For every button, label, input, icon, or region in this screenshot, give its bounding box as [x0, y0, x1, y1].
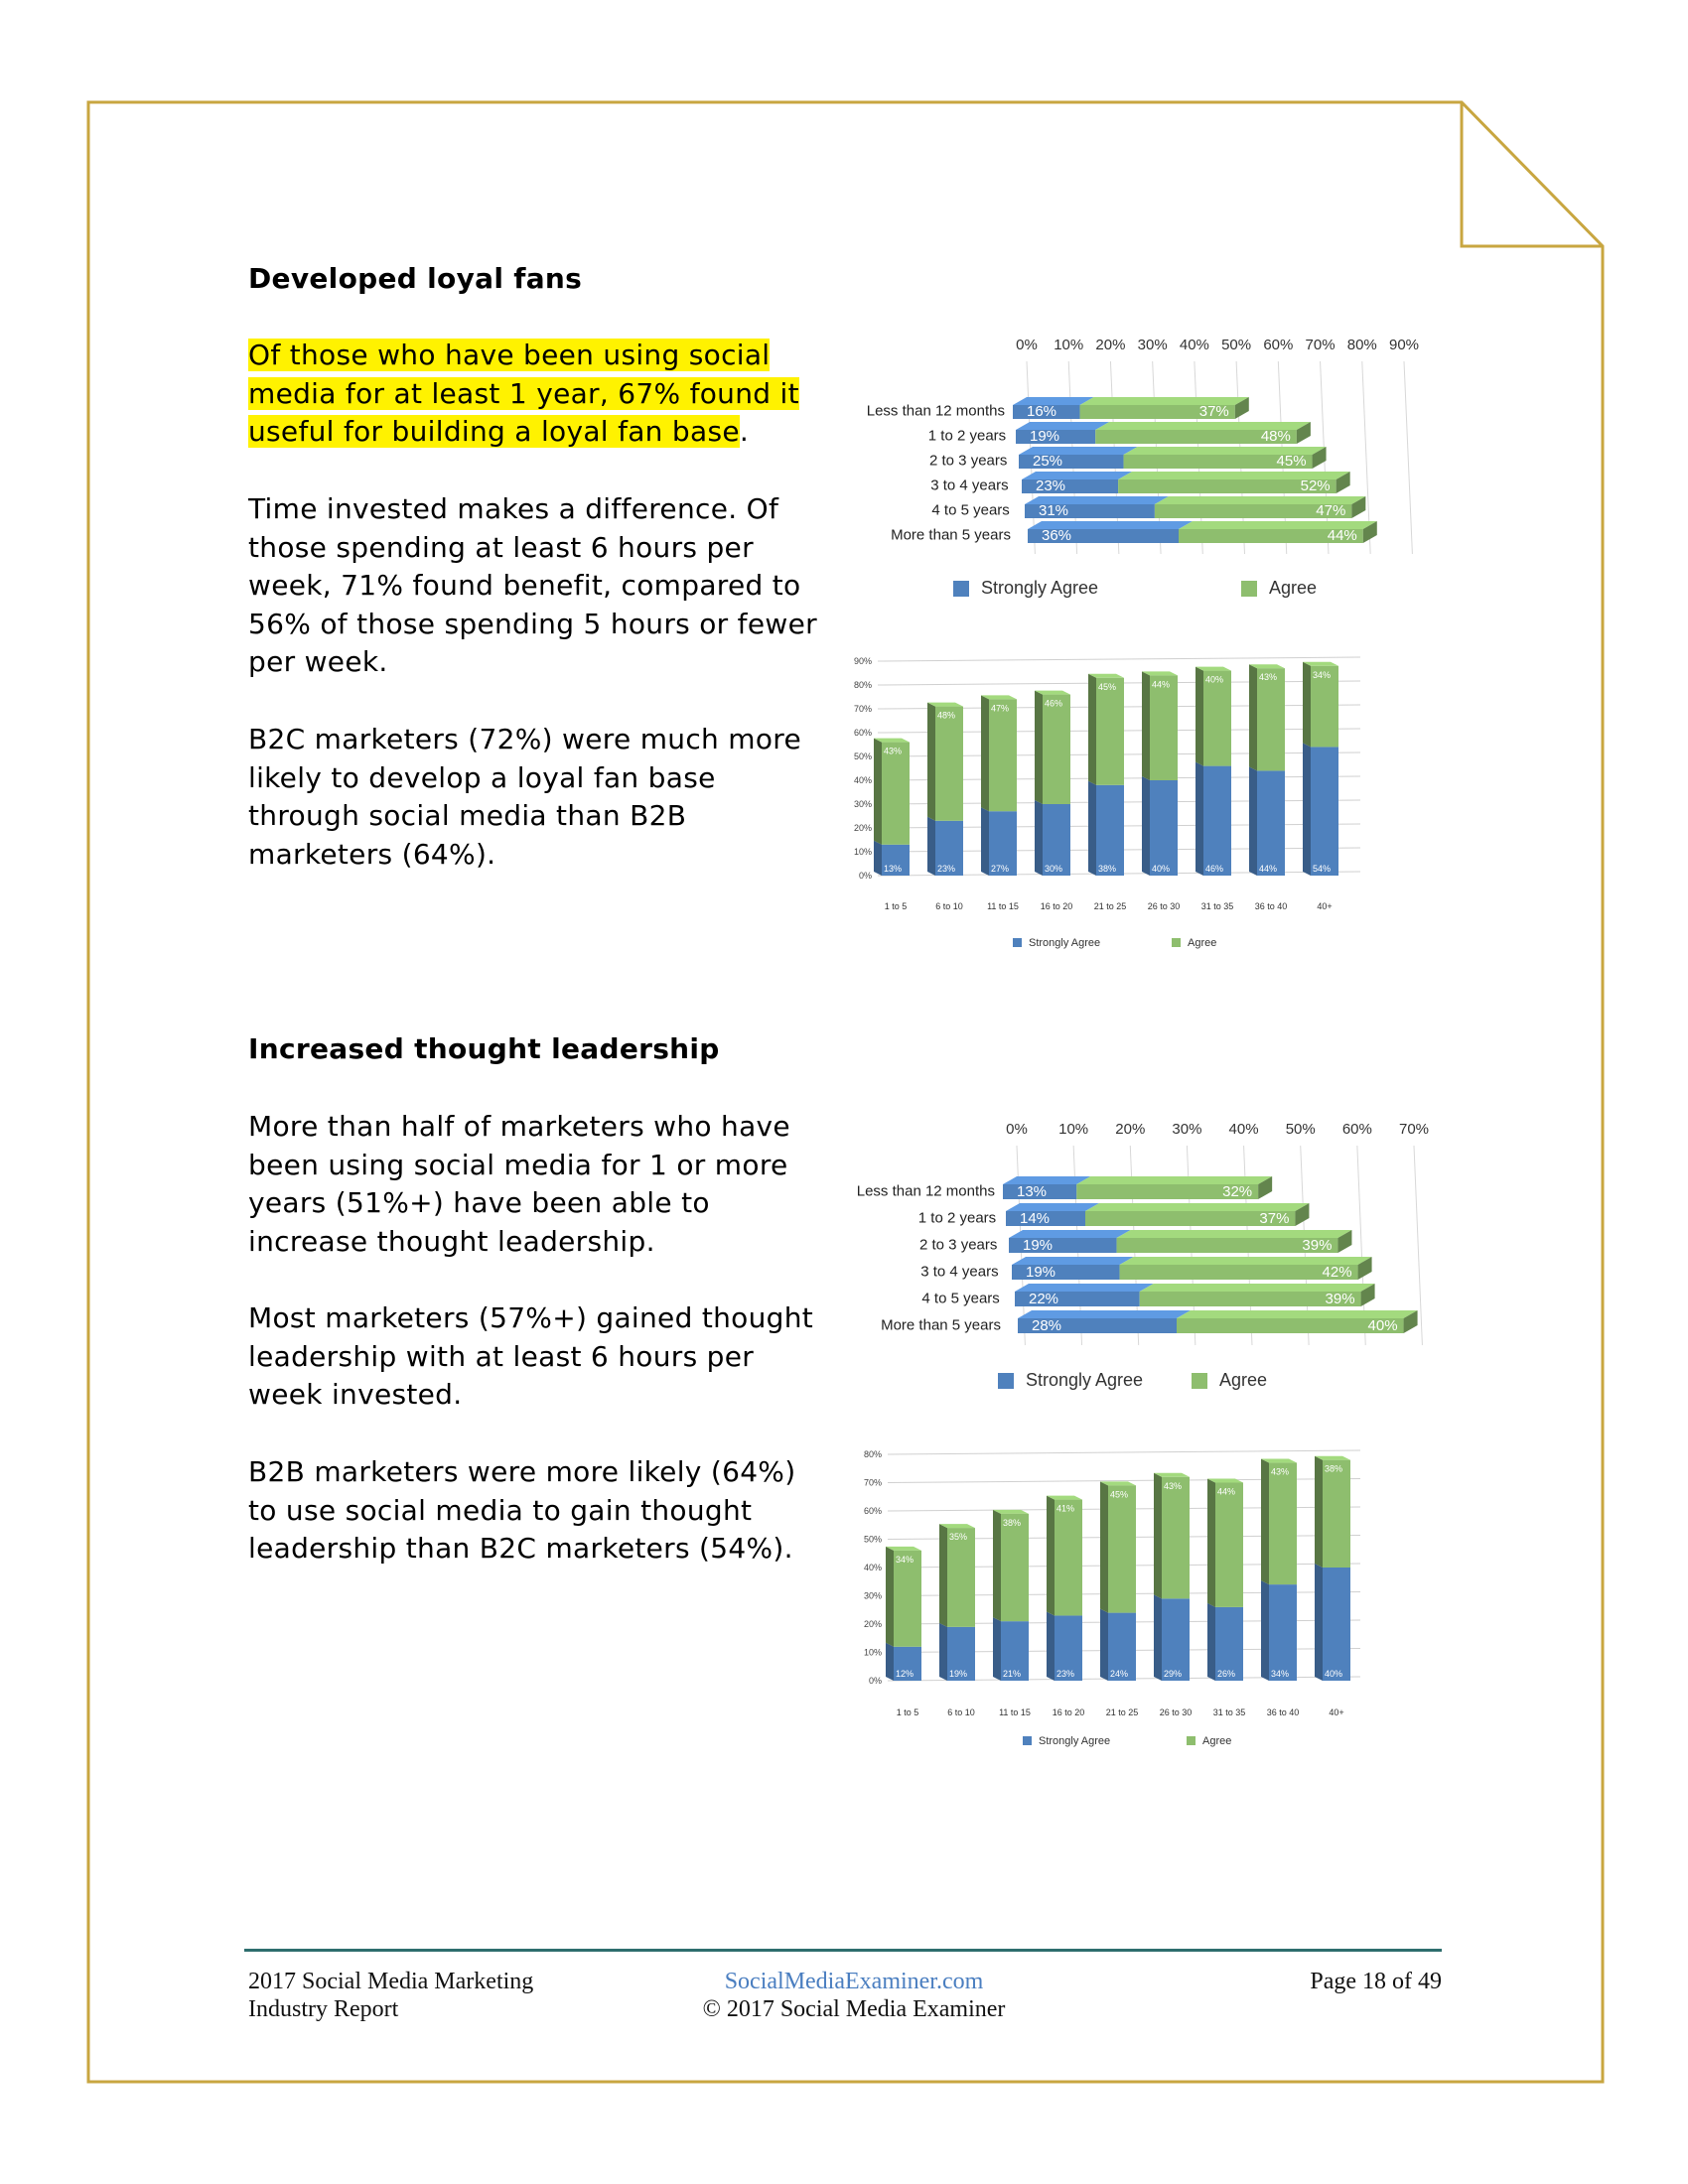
section1-heading: Developed loyal fans	[248, 262, 583, 295]
data-label-strongly-agree: 24%	[1110, 1669, 1129, 1679]
category-label: 1 to 2 years	[917, 1209, 997, 1227]
bar-agree	[882, 743, 910, 845]
category-label: 1 to 2 years	[927, 427, 1007, 445]
footer-center	[685, 1968, 1023, 2023]
data-label-strongly-agree: 30%	[1045, 864, 1063, 874]
legend-swatch-agree	[1192, 1373, 1207, 1389]
data-label-strongly-agree: 40%	[1152, 864, 1171, 874]
data-label-strongly-agree: 19%	[949, 1669, 968, 1679]
data-label-agree: 43%	[884, 746, 903, 756]
bar-agree	[935, 707, 963, 821]
bar-strongly-agree	[1257, 770, 1285, 876]
bar-side-agree	[1249, 664, 1257, 770]
data-label-strongly-agree: 23%	[937, 864, 956, 874]
y-tick-label: 50%	[863, 1534, 882, 1545]
data-label-agree: 37%	[1198, 403, 1229, 420]
bar-strongly-agree	[1150, 780, 1178, 876]
data-label-strongly-agree: 16%	[1027, 403, 1057, 420]
bar-side-agree	[1303, 662, 1311, 748]
section2-paragraph2: Most marketers (57%+) gained thought leadership with at least 6 hours per week invested.	[248, 1301, 814, 1411]
data-label-agree: 43%	[1271, 1466, 1290, 1477]
data-label-strongly-agree: 54%	[1313, 864, 1332, 874]
footer-copyright: © 2017 Social Media Examiner	[702, 1996, 1006, 2022]
data-label-strongly-agree: 44%	[1259, 864, 1278, 874]
x-category-label: 16 to 20	[1052, 1707, 1085, 1717]
section2-heading: Increased thought leadership	[248, 1032, 720, 1065]
bar-strongly-agree	[1269, 1584, 1297, 1681]
gridline	[1404, 361, 1412, 554]
category-label: 4 to 5 years	[931, 501, 1010, 519]
legend-swatch-agree	[1241, 581, 1257, 597]
bar-agree	[1323, 1460, 1350, 1568]
x-tick-label: 50%	[1285, 1121, 1316, 1138]
bar-agree	[989, 699, 1017, 811]
y-tick-label: 40%	[853, 775, 872, 785]
x-category-label: 6 to 10	[947, 1707, 975, 1717]
section1-paragraph3: B2C marketers (72%) were much more likely to develop a loyal fan base through social media than B2B marketers (64%).	[248, 723, 801, 871]
bar-side-strongly-agree	[1035, 800, 1043, 876]
x-tick-label: 40%	[1179, 337, 1209, 353]
x-category-label: 1 to 5	[896, 1707, 919, 1717]
gridline	[888, 1450, 1360, 1454]
bar-side-strongly-agree	[939, 1623, 947, 1681]
y-tick-label: 10%	[863, 1647, 882, 1658]
x-tick-label: 20%	[1115, 1121, 1146, 1138]
category-label: 3 to 4 years	[930, 477, 1009, 494]
bar-side-strongly-agree	[1249, 766, 1257, 876]
bar-side-strongly-agree	[1303, 743, 1311, 876]
bar-agree	[894, 1551, 921, 1647]
data-label-strongly-agree: 38%	[1098, 864, 1117, 874]
legend-swatch-agree	[1172, 938, 1181, 947]
y-tick-label: 80%	[853, 680, 872, 690]
bar-strongly-agree	[1203, 766, 1231, 876]
chart-loyal-fans-by-experience	[834, 328, 1450, 619]
x-tick-label: 40%	[1228, 1121, 1259, 1138]
section1-paragraph1	[248, 337, 824, 452]
bar-side-agree	[939, 1524, 947, 1627]
y-tick-label: 80%	[863, 1449, 882, 1459]
x-tick-label: 0%	[1016, 337, 1038, 353]
x-tick-label: 50%	[1221, 337, 1252, 353]
bar-side-agree	[1047, 1496, 1055, 1616]
data-label-strongly-agree: 21%	[1003, 1669, 1022, 1679]
category-label: More than 5 years	[891, 526, 1011, 544]
legend-swatch-strongly-agree	[1013, 938, 1022, 947]
bar-side-strongly-agree	[874, 841, 882, 876]
bar-side-agree	[874, 739, 882, 845]
bar-agree	[1269, 1463, 1297, 1585]
data-label-strongly-agree: 14%	[1020, 1210, 1051, 1227]
footer-website-link[interactable]: SocialMediaExaminer.com	[724, 1969, 984, 1994]
bar-agree	[1162, 1477, 1190, 1599]
data-label-agree: 45%	[1276, 453, 1307, 470]
data-label-agree: 44%	[1327, 527, 1357, 544]
bar-side-agree	[1315, 1456, 1323, 1568]
bar-side-agree	[1088, 674, 1096, 785]
bar-side-agree	[1142, 671, 1150, 780]
category-label: Less than 12 months	[866, 402, 1005, 420]
bar-strongly-agree	[1311, 747, 1338, 876]
bar-agree	[1108, 1485, 1136, 1612]
data-label-agree: 41%	[1056, 1503, 1075, 1514]
data-label-agree: 45%	[1110, 1489, 1129, 1500]
x-category-label: 40+	[1329, 1707, 1344, 1717]
chart-thought-leadership-by-hours	[834, 1444, 1370, 1766]
x-category-label: 1 to 5	[884, 901, 908, 911]
bar-strongly-agree	[1096, 785, 1124, 876]
data-label-agree: 44%	[1152, 679, 1171, 690]
data-label-strongly-agree: 27%	[991, 864, 1010, 874]
data-label-agree: 34%	[896, 1554, 914, 1565]
legend-swatch-strongly-agree	[1023, 1736, 1032, 1745]
data-label-agree: 38%	[1003, 1517, 1022, 1528]
data-label-agree: 32%	[1222, 1183, 1253, 1200]
x-category-label: 16 to 20	[1040, 901, 1073, 911]
bar-side-strongly-agree	[993, 1617, 1001, 1681]
bar-side-strongly-agree	[1207, 1603, 1215, 1681]
y-tick-label: 30%	[863, 1590, 882, 1601]
chart-thought-leadership-by-experience	[834, 1112, 1450, 1404]
bar-side-agree	[886, 1547, 894, 1647]
data-label-strongly-agree: 29%	[1164, 1669, 1183, 1679]
y-tick-label: 40%	[863, 1563, 882, 1572]
x-tick-label: 90%	[1388, 337, 1420, 353]
data-label-strongly-agree: 12%	[896, 1669, 914, 1679]
highlighted-text: Of those who have been using social media for at least 1 year, 67% found it useful for building a loyal fan base	[248, 339, 799, 448]
x-tick-label: 30%	[1172, 1121, 1202, 1138]
legend-label-agree: Agree	[1188, 937, 1217, 949]
data-label-strongly-agree: 19%	[1026, 1264, 1056, 1281]
bar-side-agree	[1035, 691, 1043, 804]
footer-rule	[244, 1949, 1442, 1952]
x-tick-label: 0%	[1006, 1121, 1028, 1138]
legend-label-agree: Agree	[1202, 1735, 1232, 1747]
data-label-agree: 40%	[1205, 674, 1224, 685]
category-label: More than 5 years	[881, 1316, 1001, 1334]
x-category-label: 26 to 30	[1147, 901, 1181, 911]
x-category-label: 40+	[1317, 901, 1333, 911]
bar-side-agree	[927, 703, 935, 821]
data-label-agree: 47%	[1316, 502, 1346, 519]
category-label: 4 to 5 years	[921, 1290, 1000, 1307]
bar-side-strongly-agree	[927, 817, 935, 876]
data-label-agree: 39%	[1325, 1291, 1355, 1307]
bar-side-strongly-agree	[1100, 1609, 1108, 1681]
data-label-agree: 52%	[1300, 478, 1331, 494]
data-label-agree: 39%	[1302, 1237, 1333, 1254]
bar-side-strongly-agree	[1315, 1564, 1323, 1681]
highlight-end: .	[739, 415, 750, 448]
data-label-strongly-agree: 25%	[1033, 453, 1063, 470]
y-tick-label: 50%	[853, 751, 872, 761]
section2-paragraph1: More than half of marketers who have been using social media for 1 or more years (51%+) have been able to increase thought leadership.	[248, 1110, 790, 1258]
bar-side-strongly-agree	[886, 1643, 894, 1681]
data-label-strongly-agree: 26%	[1217, 1669, 1236, 1679]
x-category-label: 36 to 40	[1254, 901, 1288, 911]
x-tick-label: 10%	[1054, 337, 1084, 353]
legend-swatch-agree	[1187, 1736, 1196, 1745]
bar-side-agree	[981, 695, 989, 811]
bar-agree	[1001, 1514, 1029, 1621]
x-tick-label: 80%	[1346, 337, 1377, 353]
x-tick-label: 70%	[1398, 1121, 1430, 1138]
y-tick-label: 20%	[853, 823, 872, 833]
y-tick-label: 0%	[858, 871, 872, 881]
data-label-agree: 43%	[1259, 672, 1278, 683]
category-label: 2 to 3 years	[929, 452, 1008, 470]
data-label-agree: 38%	[1325, 1463, 1343, 1474]
data-label-strongly-agree: 46%	[1205, 864, 1224, 874]
bar-agree	[947, 1528, 975, 1627]
y-tick-label: 70%	[863, 1477, 882, 1488]
x-tick-label: 70%	[1305, 337, 1336, 353]
x-category-label: 21 to 25	[1093, 901, 1127, 911]
data-label-agree: 48%	[937, 710, 956, 721]
data-label-strongly-agree: 34%	[1271, 1669, 1290, 1679]
y-tick-label: 30%	[853, 799, 872, 809]
data-label-agree: 45%	[1098, 681, 1117, 692]
legend-label-agree: Agree	[1219, 1370, 1268, 1390]
legend-label-strongly-agree: Strongly Agree	[1026, 1370, 1144, 1390]
category-label: 2 to 3 years	[919, 1236, 998, 1254]
y-tick-label: 10%	[853, 847, 872, 857]
legend-label-strongly-agree: Strongly Agree	[1039, 1735, 1111, 1747]
legend-swatch-strongly-agree	[953, 581, 969, 597]
bar-side-strongly-agree	[1047, 1611, 1055, 1681]
bar-agree	[1150, 675, 1178, 780]
footer-page-number: Page 18 of 49	[1310, 1969, 1442, 1994]
data-label-agree: 37%	[1259, 1210, 1290, 1227]
bar-side-agree	[1196, 667, 1203, 766]
data-label-strongly-agree: 31%	[1039, 502, 1069, 519]
data-label-agree: 34%	[1313, 669, 1332, 680]
data-label-strongly-agree: 22%	[1029, 1291, 1059, 1307]
data-label-agree: 47%	[991, 703, 1010, 714]
x-tick-label: 60%	[1341, 1121, 1372, 1138]
legend-label-strongly-agree: Strongly Agree	[981, 578, 1099, 598]
bar-side-strongly-agree	[981, 807, 989, 876]
data-label-strongly-agree: 13%	[884, 864, 903, 874]
y-tick-label: 60%	[853, 728, 872, 738]
chart-loyal-fans-by-hours	[834, 645, 1370, 967]
bar-agree	[1203, 671, 1231, 766]
data-label-strongly-agree: 40%	[1325, 1669, 1343, 1679]
x-category-label: 26 to 30	[1159, 1707, 1193, 1717]
bar-agree	[1043, 695, 1070, 804]
x-category-label: 11 to 15	[999, 1707, 1031, 1717]
bar-side-strongly-agree	[1154, 1594, 1162, 1681]
x-category-label: 31 to 35	[1200, 901, 1234, 911]
y-tick-label: 70%	[853, 704, 872, 714]
data-label-agree: 46%	[1045, 698, 1063, 709]
x-tick-label: 30%	[1137, 337, 1168, 353]
bar-side-strongly-agree	[1261, 1580, 1269, 1681]
bar-side-agree	[993, 1510, 1001, 1621]
section2-paragraph3: B2B marketers were more likely (64%) to use social media to gain thought leadership than B2C marketers (54%).	[248, 1455, 796, 1565]
data-label-strongly-agree: 36%	[1042, 527, 1072, 544]
x-category-label: 31 to 35	[1212, 1707, 1246, 1717]
bar-side-agree	[1100, 1481, 1108, 1612]
data-label-strongly-agree: 23%	[1056, 1669, 1075, 1679]
data-label-strongly-agree: 23%	[1036, 478, 1066, 494]
bar-side-strongly-agree	[1196, 762, 1203, 876]
bar-side-agree	[1261, 1459, 1269, 1585]
data-label-strongly-agree: 19%	[1023, 1237, 1054, 1254]
x-tick-label: 10%	[1058, 1121, 1089, 1138]
bar-agree	[1257, 668, 1285, 770]
data-label-agree: 35%	[949, 1532, 968, 1543]
bar-agree	[1055, 1500, 1082, 1616]
footer-report-title-line2: Industry Report	[248, 1996, 399, 2022]
x-category-label: 36 to 40	[1266, 1707, 1300, 1717]
x-category-label: 21 to 25	[1105, 1707, 1139, 1717]
x-category-label: 11 to 15	[987, 901, 1019, 911]
data-label-agree: 48%	[1260, 428, 1291, 445]
y-tick-label: 0%	[868, 1676, 882, 1686]
legend-label-strongly-agree: Strongly Agree	[1029, 937, 1101, 949]
data-label-strongly-agree: 19%	[1030, 428, 1060, 445]
x-tick-label: 20%	[1095, 337, 1126, 353]
data-label-agree: 40%	[1367, 1317, 1398, 1334]
data-label-strongly-agree: 13%	[1017, 1183, 1048, 1200]
category-label: 3 to 4 years	[920, 1263, 999, 1281]
y-tick-label: 20%	[863, 1619, 882, 1629]
y-tick-label: 90%	[853, 656, 872, 666]
bar-side-strongly-agree	[1088, 781, 1096, 876]
x-category-label: 6 to 10	[935, 901, 963, 911]
bar-side-strongly-agree	[1142, 776, 1150, 876]
category-label: Less than 12 months	[856, 1182, 995, 1200]
bar-agree	[1096, 678, 1124, 785]
data-label-agree: 43%	[1164, 1480, 1183, 1491]
legend-swatch-strongly-agree	[998, 1373, 1014, 1389]
x-tick-label: 60%	[1263, 337, 1294, 353]
bar-side-agree	[1207, 1479, 1215, 1607]
legend-label-agree: Agree	[1269, 578, 1318, 598]
y-tick-label: 60%	[863, 1506, 882, 1516]
data-label-agree: 42%	[1322, 1264, 1352, 1281]
bar-agree	[1215, 1483, 1243, 1607]
footer-report-title-line1: 2017 Social Media Marketing	[248, 1969, 534, 1994]
section1-paragraph2: Time invested makes a difference. Of those spending at least 6 hours per week, 71% found benefit, compared to 56% of those spending 5 hours or fewer per week.	[248, 492, 817, 678]
bar-side-agree	[1154, 1473, 1162, 1599]
data-label-strongly-agree: 28%	[1032, 1317, 1062, 1334]
gridline	[878, 657, 1360, 661]
footer-left	[248, 1968, 533, 2023]
data-label-agree: 44%	[1217, 1486, 1236, 1497]
bar-strongly-agree	[1323, 1568, 1350, 1681]
